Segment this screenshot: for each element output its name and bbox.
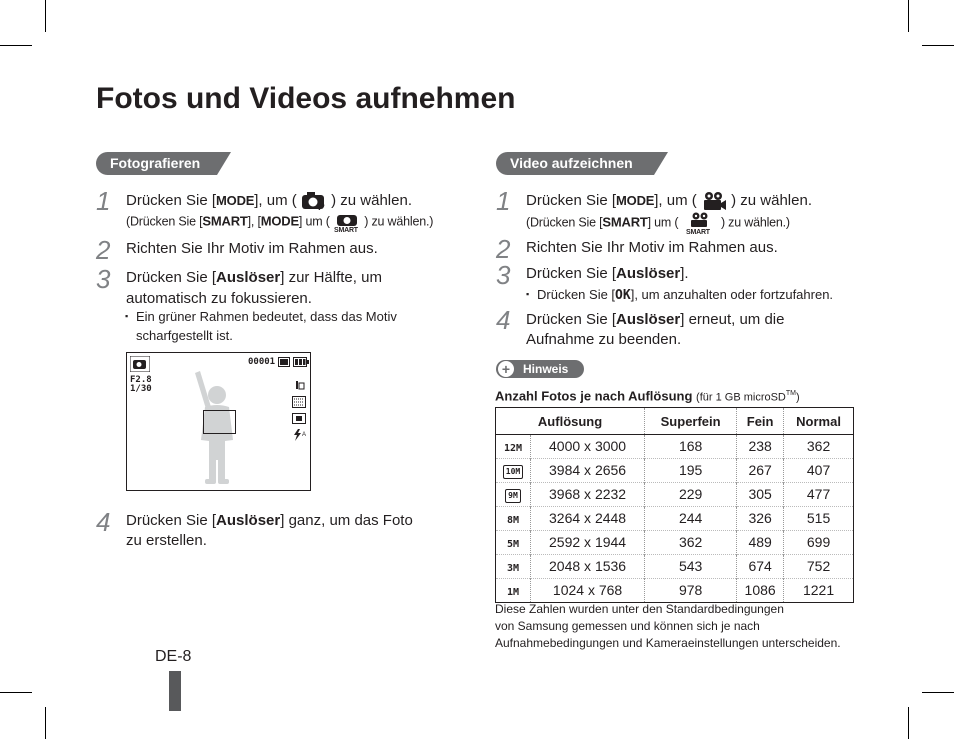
cell-superfine: 229 (645, 482, 737, 506)
step-number: 1 (496, 186, 511, 216)
smart-auto-icon (333, 212, 361, 232)
cell-resolution: 2592 x 1944 (531, 530, 645, 554)
svg-text:SMART: SMART (333, 227, 358, 232)
aperture-value: F2.8 (130, 375, 152, 385)
resolution-1m-icon: 1M (506, 586, 520, 598)
step-subtext: (Drücken Sie [SMART] um ( SMART ) zu wählen.) (526, 212, 790, 234)
cell-superfine: 543 (645, 554, 737, 578)
svg-text:P: P (317, 202, 325, 212)
cell-resolution: 3264 x 2448 (531, 506, 645, 530)
section-header-video: Video aufzeichnen (496, 152, 654, 175)
resolution-12m-icon: 12M (503, 442, 523, 454)
cell-resolution: 3984 x 2656 (531, 458, 645, 482)
cell-normal: 752 (784, 554, 854, 578)
cell-superfine: 195 (645, 458, 737, 482)
crop-mark (0, 692, 32, 693)
cell-normal: 477 (784, 482, 854, 506)
table-row (496, 435, 854, 459)
step-text: Drücken Sie [MODE], um ( P ) zu wählen. (126, 192, 412, 212)
smart-movie-icon (682, 212, 718, 234)
crop-mark (0, 45, 32, 46)
flash-icon (293, 429, 307, 441)
crop-mark (922, 45, 954, 46)
camera-program-icon (301, 191, 327, 211)
step-number: 4 (96, 507, 111, 537)
metering-icon (292, 413, 306, 424)
footnote-line: von Samsung gemessen und können sich je nach (495, 619, 760, 633)
step-text: Drücken Sie [Auslöser]. (526, 265, 689, 282)
shot-counter: 00001 (248, 357, 276, 367)
cell-normal: 515 (784, 506, 854, 530)
crop-mark (908, 0, 909, 32)
header-fine: Fein (737, 408, 784, 435)
table-caption: Anzahl Fotos je nach Auflösung (für 1 GB microSD™) (495, 388, 800, 404)
cell-fine: 326 (737, 506, 784, 530)
step-number: 3 (96, 264, 111, 294)
cell-resolution: 1024 x 768 (531, 578, 645, 602)
resolution-icon (295, 380, 305, 390)
step-text: Drücken Sie [Auslöser] zur Hälfte, um (126, 269, 382, 286)
resolution-table (495, 407, 854, 603)
step-text: Drücken Sie [Auslöser] erneut, um die (526, 311, 785, 328)
step-subtext: (Drücken Sie [SMART], [MODE] um ( SMART ) zu wählen.) (126, 213, 434, 232)
cell-resolution: 2048 x 1536 (531, 554, 645, 578)
cell-fine: 1086 (737, 578, 784, 602)
cell-fine: 305 (737, 482, 784, 506)
hint-badge (496, 360, 584, 378)
svg-text:SMART: SMART (685, 229, 710, 234)
table-row (496, 578, 854, 602)
quality-icon (292, 396, 306, 408)
resolution-5m-icon: 5M (506, 538, 520, 550)
shutter-value: 1/30 (130, 384, 152, 394)
table-header-row (496, 408, 854, 435)
table-row (496, 506, 854, 530)
cell-fine: 238 (737, 435, 784, 459)
svg-text:A: A (302, 432, 307, 438)
cell-fine: 674 (737, 554, 784, 578)
bullet-note: ▪ Ein grüner Rahmen bedeutet, dass das Motiv (136, 307, 397, 326)
cell-resolution: 3968 x 2232 (531, 482, 645, 506)
header-superfine: Superfein (645, 408, 737, 435)
cell-normal: 699 (784, 530, 854, 554)
memory-icon (278, 357, 290, 367)
cell-fine: 489 (737, 530, 784, 554)
movie-icon (701, 191, 727, 211)
table-row (496, 554, 854, 578)
cell-superfine: 978 (645, 578, 737, 602)
step-text: Richten Sie Ihr Motiv im Rahmen aus. (126, 240, 378, 257)
crop-mark (45, 0, 46, 32)
step-text: Aufnahme zu beenden. (526, 331, 682, 348)
camera-lcd-preview (126, 352, 311, 491)
cell-normal: 407 (784, 458, 854, 482)
step-number: 1 (96, 186, 111, 216)
battery-icon (293, 357, 309, 367)
bullet-note: ▪ Drücken Sie [OK], um anzuhalten oder fortzufahren. (537, 285, 833, 305)
cell-superfine: 244 (645, 506, 737, 530)
table-row (496, 482, 854, 506)
mode-icon (130, 356, 150, 372)
cell-superfine: 362 (645, 530, 737, 554)
section-header-photo: Fotografieren (96, 152, 217, 175)
step-text: Richten Sie Ihr Motiv im Rahmen aus. (526, 239, 778, 256)
crop-mark (908, 707, 909, 739)
step-text: zu erstellen. (126, 532, 207, 549)
step-number: 4 (496, 305, 511, 335)
focus-frame (203, 410, 236, 434)
resolution-3m-icon: 3M (506, 562, 520, 574)
step-text: automatisch zu fokussieren. (126, 290, 312, 307)
cell-normal: 362 (784, 435, 854, 459)
cell-superfine: 168 (645, 435, 737, 459)
footnote-line: Aufnahmebedingungen und Kameraeinstellungen unterscheiden. (495, 636, 841, 650)
table-row (496, 530, 854, 554)
hint-label: Hinweis (523, 362, 569, 376)
plus-icon: + (498, 361, 514, 377)
footnote-line: Diese Zahlen wurden unter den Standardbedingungen (495, 602, 784, 616)
table-row (496, 458, 854, 482)
footnote (495, 601, 865, 652)
cell-fine: 267 (737, 458, 784, 482)
cell-normal: 1221 (784, 578, 854, 602)
resolution-9m-icon: 9M (505, 489, 521, 503)
page-tab-marker (169, 671, 181, 711)
header-normal: Normal (784, 408, 854, 435)
crop-mark (45, 707, 46, 739)
step-number: 3 (496, 260, 511, 290)
page-number: DE-8 (155, 648, 192, 665)
bullet-note-cont: scharfgestellt ist. (136, 328, 233, 343)
resolution-10m-icon: 10M (503, 465, 523, 479)
resolution-8m-icon: 8M (506, 514, 520, 526)
step-number: 2 (96, 235, 111, 265)
header-resolution: Auflösung (496, 408, 645, 435)
step-text: Drücken Sie [Auslöser] ganz, um das Foto (126, 512, 413, 529)
step-number: 2 (496, 234, 511, 264)
cell-resolution: 4000 x 3000 (531, 435, 645, 459)
crop-mark (922, 692, 954, 693)
step-text: Drücken Sie [MODE], um ( ) zu wählen. (526, 191, 812, 211)
page-title: Fotos und Videos aufnehmen (96, 82, 516, 115)
